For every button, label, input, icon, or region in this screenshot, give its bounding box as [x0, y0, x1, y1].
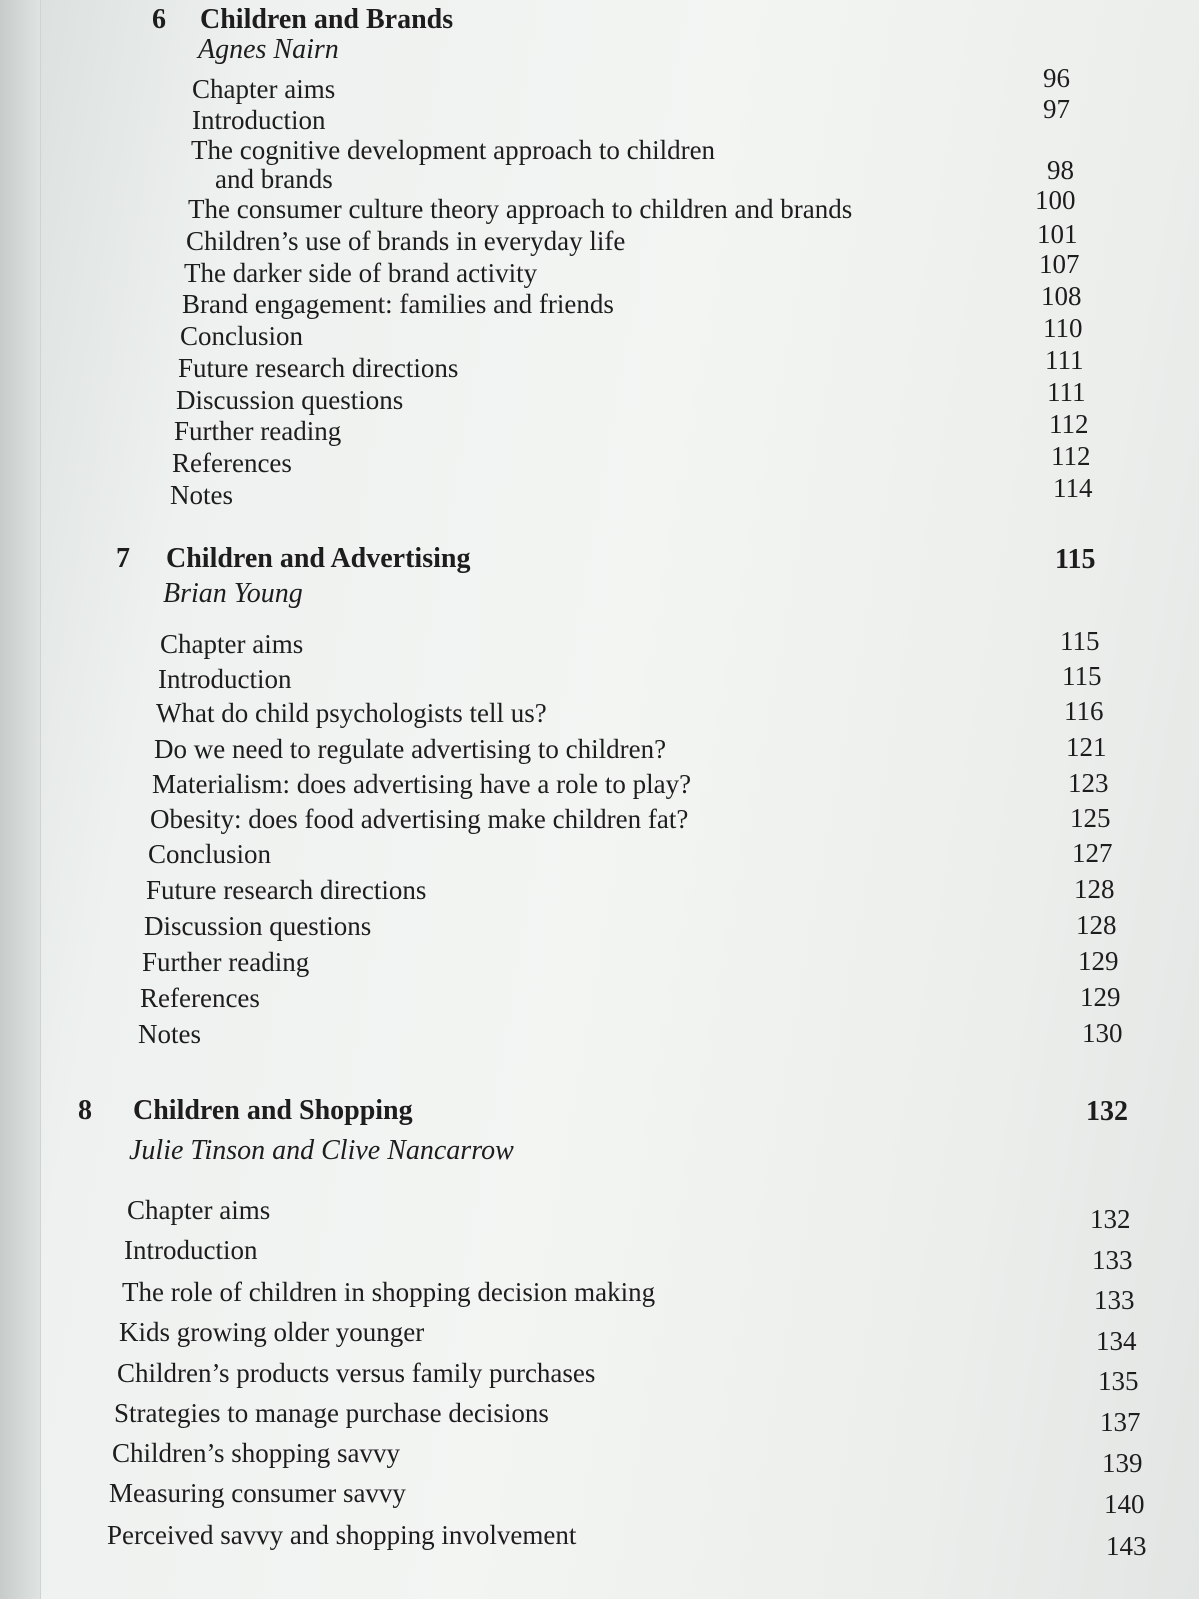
toc-entry-label: Materialism: does advertising have a role to play? [152, 769, 692, 799]
toc-entry-label: Future research directions [146, 875, 427, 905]
toc-entry-page-number: 125 [1070, 803, 1111, 833]
toc-entry-label: Conclusion [148, 839, 272, 869]
page-gutter [0, 0, 41, 1599]
toc-entry-page-number: 135 [1098, 1366, 1139, 1396]
toc-entry-label: Notes [138, 1019, 201, 1049]
toc-entry-page-number: 133 [1092, 1245, 1133, 1275]
toc-entry-page-number: 130 [1082, 1018, 1123, 1048]
toc-entry-label: Do we need to regulate advertising to children? [154, 734, 667, 764]
toc-entry-label: Children’s use of brands in everyday life [186, 226, 626, 256]
toc-entry-label: References [140, 983, 260, 1013]
toc-entry-page-number: 129 [1078, 946, 1119, 976]
toc-entry-page-number: 139 [1102, 1448, 1143, 1478]
toc-entry-page-number: 96 [1043, 63, 1070, 93]
toc-entry-page-number: 115 [1062, 661, 1102, 691]
toc-entry-label: and brands [215, 164, 333, 194]
chapter-title: Children and Shopping [133, 1095, 413, 1126]
chapter-title: Children and Brands [200, 4, 454, 35]
toc-entry-label: Obesity: does food advertising make children fat? [150, 804, 689, 834]
toc-entry-label: Strategies to manage purchase decisions [114, 1398, 549, 1428]
toc-entry-page-number: 129 [1080, 982, 1121, 1012]
toc-entry-label: The darker side of brand activity [184, 258, 538, 288]
toc-entry-page-number: 111 [1045, 345, 1084, 375]
chapter-author: Julie Tinson and Clive Nancarrow [129, 1135, 514, 1166]
toc-entry-page-number: 132 [1090, 1204, 1131, 1234]
toc-entry-label: Future research directions [178, 353, 459, 383]
toc-entry-page-number: 128 [1074, 874, 1115, 904]
toc-entry-page-number: 114 [1053, 473, 1093, 503]
toc-entry-label: Perceived savvy and shopping involvement [107, 1520, 577, 1550]
toc-entry-page-number: 101 [1037, 219, 1078, 249]
toc-entry-page-number: 107 [1039, 249, 1080, 279]
chapter-author: Agnes Nairn [198, 34, 339, 65]
toc-entry-page-number: 115 [1060, 626, 1100, 656]
toc-entry-label: What do child psychologists tell us? [156, 698, 547, 728]
toc-entry-label: Discussion questions [176, 385, 404, 415]
toc-entry-label: The consumer culture theory approach to children and brands [188, 194, 853, 224]
toc-entry-page-number: 98 [1047, 155, 1074, 185]
toc-entry-page-number: 116 [1064, 696, 1104, 726]
toc-entry-page-number: 134 [1096, 1326, 1137, 1356]
toc-entry-page-number: 133 [1094, 1285, 1135, 1315]
toc-entry-label: Brand engagement: families and friends [182, 289, 614, 319]
chapter-number: 6 [152, 4, 166, 35]
toc-entry-page-number: 112 [1051, 441, 1091, 471]
toc-entry-page-number: 127 [1072, 838, 1113, 868]
toc-entry-label: Children’s products versus family purchases [117, 1358, 596, 1388]
toc-entry-page-number: 112 [1049, 409, 1089, 439]
toc-entry-label: Kids growing older younger [119, 1317, 425, 1347]
chapter-number: 8 [78, 1095, 92, 1126]
toc-entry-page-number: 110 [1043, 313, 1083, 343]
chapter-author: Brian Young [163, 578, 303, 609]
toc-entry-page-number: 108 [1041, 281, 1082, 311]
toc-entry-label: Introduction [158, 664, 292, 694]
toc-entry-label: Further reading [174, 416, 342, 446]
toc-entry-label: Further reading [142, 947, 310, 977]
toc-entry-page-number: 143 [1106, 1531, 1147, 1561]
toc-entry-page-number: 100 [1035, 185, 1076, 215]
toc-entry-label: Children’s shopping savvy [112, 1438, 400, 1468]
chapter-number: 7 [116, 543, 130, 574]
chapter-title: Children and Advertising [166, 543, 471, 574]
toc-entry-label: Chapter aims [192, 74, 336, 104]
toc-entry-label: Introduction [124, 1235, 258, 1265]
toc-entry-page-number: 137 [1100, 1407, 1141, 1437]
toc-entry-page-number: 97 [1043, 94, 1070, 124]
toc-entry-label: Notes [170, 480, 233, 510]
toc-entry-label: References [172, 448, 292, 478]
toc-entry-page-number: 121 [1066, 732, 1107, 762]
toc-entry-page-number: 123 [1068, 768, 1109, 798]
toc-entry-label: Introduction [192, 105, 326, 135]
toc-entry-label: Discussion questions [144, 911, 372, 941]
toc-entry-label: Measuring consumer savvy [109, 1478, 406, 1508]
toc-entry-label: Conclusion [180, 321, 304, 351]
toc-entry-label: The cognitive development approach to children [191, 135, 716, 165]
toc-entry-label: Chapter aims [160, 629, 304, 659]
toc-entry-page-number: 128 [1076, 910, 1117, 940]
toc-entry-label: The role of children in shopping decision making [122, 1277, 656, 1307]
toc-entry-page-number: 140 [1104, 1489, 1145, 1519]
toc-entry-label: Chapter aims [127, 1195, 271, 1225]
chapter-page-number: 115 [1055, 544, 1096, 575]
chapter-page-number: 132 [1086, 1096, 1128, 1127]
toc-entry-page-number: 111 [1047, 377, 1086, 407]
